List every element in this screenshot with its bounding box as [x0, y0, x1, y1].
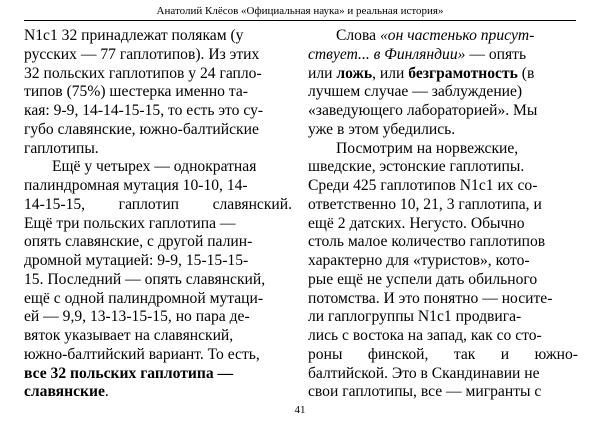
text-line [308, 177, 578, 196]
text-segment: ложь [336, 64, 373, 82]
text-line [24, 252, 292, 271]
text-segment: , или [372, 64, 409, 82]
text-segment: или [308, 64, 337, 82]
text-line [24, 271, 292, 290]
text-line [308, 27, 578, 46]
text-segment: южно- [534, 345, 578, 363]
text-line [308, 308, 578, 327]
text-line [308, 121, 578, 140]
text-segment: — опять [465, 45, 527, 63]
text-line [308, 215, 578, 234]
text-line [24, 308, 292, 327]
text-run [308, 46, 526, 65]
text-segment: вяток указывает на славянский, [24, 327, 234, 344]
text-line [24, 46, 292, 65]
text-segment: ещё с одной палиндромной мутаци- [24, 289, 264, 307]
text-segment: гаплотипы. [24, 139, 99, 157]
text-segment: все 32 польских гаплотипа — [24, 364, 234, 382]
running-header: Анатолий Клёсов «Официальная наука» и реальная история» [156, 5, 444, 17]
text-segment: Ещё у четырех — однократная [52, 158, 257, 176]
text-segment: «он частенько присут- [379, 27, 535, 44]
text-line [24, 327, 292, 346]
text-segment: столь малое количество гаплотипов [308, 233, 546, 251]
text-segment: губо славянские, южно-балтийские [24, 120, 259, 138]
page-number: 41 [294, 404, 306, 416]
text-segment: лучшем случае — заблуждение) [308, 83, 523, 101]
text-segment: Среди 425 гаплотипов N1c1 их со- [308, 177, 538, 194]
text-segment: Посмотрим на норвежские, [336, 139, 519, 157]
text-line [24, 290, 292, 309]
text-line [308, 383, 578, 402]
text-line [308, 252, 578, 271]
text-line [24, 233, 292, 252]
text-segment: русских — 77 гаплотипов). Из этих [24, 45, 260, 63]
text-segment: (в [517, 64, 535, 82]
text-run [308, 65, 534, 84]
text-segment: свои гаплотипы, все — мигранты с [308, 383, 542, 401]
text-line [308, 290, 578, 309]
text-line [308, 365, 578, 384]
text-segment: Слова [336, 27, 380, 44]
text-line [308, 271, 578, 290]
text-segment: финской, [367, 345, 429, 363]
text-segment: N1c1 32 принадлежат полякам (у [24, 27, 244, 44]
text-line [308, 327, 578, 346]
text-line [24, 83, 292, 102]
text-segment: уже в этом убедились. [308, 120, 456, 138]
text-segment: и [500, 345, 510, 363]
text-segment: южно-балтийский вариант. То есть, [24, 345, 260, 363]
text-line [24, 215, 292, 234]
text-segment: славянские [24, 383, 105, 401]
text-segment: гаплотип [118, 195, 180, 213]
text-segment: шведские, эстонские гаплотипы. [308, 158, 525, 176]
text-segment: балтийской. Это в Скандинавии не [308, 364, 540, 382]
text-segment: опять славянские, с другой палин- [24, 233, 253, 251]
text-segment: типов (75%) шестерка именно та- [24, 83, 249, 101]
text-line [308, 46, 578, 65]
right-column [308, 27, 578, 402]
text-run [336, 27, 534, 46]
text-segment: 32 польских гаплотипов у 24 гапло- [24, 64, 262, 82]
text-line [308, 196, 578, 215]
text-segment: дромной мутацией: 9-9, 15-15-15- [24, 252, 249, 269]
text-run [24, 383, 109, 400]
text-line [308, 233, 578, 252]
text-segment: кая: 9-9, 14-14-15-15, то есть это су- [24, 102, 264, 119]
text-segment: ей — 9,9, 13-13-15-15, но пара де- [24, 308, 250, 326]
header-divider [24, 20, 576, 21]
text-segment: Ещё три польских гаплотипа — [24, 214, 236, 232]
text-segment: ствует... в Финляндии» [308, 45, 466, 63]
text-segment: ещё 2 датских. Негусто. Обычно [308, 214, 525, 232]
text-line [24, 177, 292, 196]
text-line [24, 102, 292, 121]
text-line [24, 346, 292, 365]
text-segment: роны [308, 345, 343, 363]
text-line [24, 365, 292, 384]
text-line [308, 83, 578, 102]
text-segment: 14-15-15, [24, 195, 86, 213]
text-line [24, 27, 292, 46]
text-line [24, 65, 292, 84]
text-segment: ответственно 10, 21, 3 гаплотипа, и [308, 195, 542, 213]
text-line [24, 121, 292, 140]
text-segment: палиндромная мутация 10-10, 14- [24, 177, 248, 194]
text-line [308, 346, 578, 365]
text-line [308, 140, 578, 159]
left-column [24, 27, 292, 402]
text-line [24, 383, 292, 402]
text-segment: «заведующего лабораторией». Мы [308, 102, 538, 119]
text-line [24, 196, 292, 215]
text-segment: лись с востока на запад, как со сто- [308, 327, 542, 344]
text-segment: потомства. И это понятно — носите- [308, 289, 553, 307]
text-segment: безграмотность [408, 64, 518, 82]
text-line [308, 102, 578, 121]
text-segment: . [104, 383, 109, 401]
text-line [308, 158, 578, 177]
text-segment: так [453, 345, 476, 363]
text-segment: характерно для «туристов», кото- [308, 252, 530, 269]
text-segment: ли гаплогруппы N1c1 продвига- [308, 308, 522, 326]
text-line [308, 65, 578, 84]
text-segment: рые ещё не успели дать обильного [308, 270, 538, 288]
text-line [24, 140, 292, 159]
text-line [24, 158, 292, 177]
text-segment: славянский. [212, 195, 292, 213]
text-segment: 15. Последний — опять славянский, [24, 270, 266, 288]
